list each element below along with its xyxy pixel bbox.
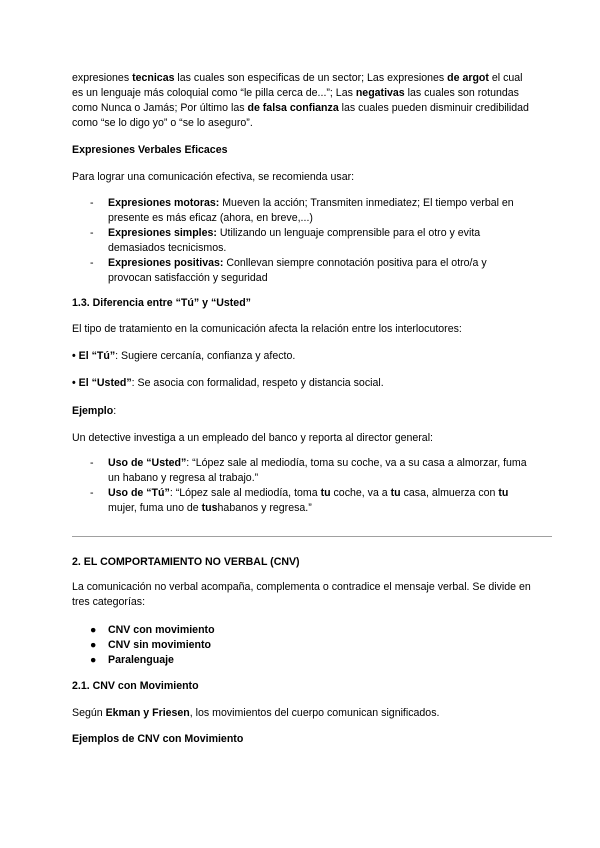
line-usted	[72, 376, 532, 391]
list-item	[72, 486, 532, 516]
text-run: : “López sale al mediodía, toma su coche, va a su casa a almorzar, fuma un habano y regresa al trabajo.”	[108, 457, 527, 484]
text-run: mujer, fuma uno de	[108, 502, 202, 514]
text-run: Conllevan siempre connotación positiva para el otro/a y provocan satisfacción y seguridad	[108, 257, 487, 284]
cnv-list	[72, 623, 532, 668]
bold-run: Ejemplo	[72, 405, 114, 417]
text-run: : “López sale al mediodía, toma	[169, 487, 321, 499]
dash-marker: -	[90, 227, 94, 239]
list-item	[72, 456, 532, 486]
bullet-marker: ●	[90, 639, 97, 651]
text-run: : Sugiere cercanía, confianza y afecto.	[115, 350, 296, 362]
line-tu	[72, 349, 532, 364]
bold-run: • El “Tú”	[72, 350, 116, 362]
list-item	[72, 196, 532, 226]
heading-ejemplos-cnv: Ejemplos de CNV con Movimiento	[72, 733, 244, 745]
bold-run: Expresiones motoras:	[108, 197, 220, 209]
bold-run: Expresiones simples:	[108, 227, 217, 239]
ejemplo-list	[72, 456, 532, 516]
bullet-marker: ●	[90, 654, 97, 666]
bold-run: tu	[320, 487, 331, 499]
dash-marker: -	[90, 457, 94, 469]
paragraph-detective: Un detective investiga a un empleado del banco y reporta al director general:	[72, 432, 433, 444]
paragraph-tratamiento: El tipo de tratamiento en la comunicación afecta la relación entre los interlocutores:	[72, 323, 462, 335]
text-run: habanos y regresa.”	[217, 502, 312, 514]
bold-run: de falsa confianza	[247, 102, 339, 114]
list-item	[72, 256, 532, 286]
horizontal-divider	[72, 536, 552, 537]
dash-marker: -	[90, 257, 94, 269]
text-run: las cuales son especificas de un sector; Las expresiones	[174, 72, 448, 84]
bold-run: tus	[201, 502, 218, 514]
heading-1-3: 1.3. Diferencia entre “Tú” y “Usted”	[72, 297, 251, 309]
text-run: coche, va a	[330, 487, 391, 499]
text-run: casa, almuerza con	[400, 487, 499, 499]
paragraph-expresiones	[72, 71, 532, 131]
bold-run: Ekman y Friesen	[105, 707, 190, 719]
text-run: Según	[72, 707, 106, 719]
paragraph-lograr: Para lograr una comunicación efectiva, se recomienda usar:	[72, 171, 355, 183]
label-ejemplo	[72, 404, 532, 419]
bullet-label: Paralenguaje	[108, 654, 174, 666]
bullet-marker: ●	[90, 624, 97, 636]
bold-run: Uso de “Tú”	[108, 487, 170, 499]
text-run: Utilizando un lenguaje comprensible para el otro y evita demasiados tecnicismos.	[108, 227, 481, 254]
dash-marker: -	[90, 197, 94, 209]
bold-run: • El “Usted”	[72, 377, 132, 389]
list-item	[72, 653, 532, 668]
text-run: el cual es un lenguaje más coloquial como “le pilla cerca de...”; Las	[72, 72, 523, 99]
bold-run: Expresiones positivas:	[108, 257, 224, 269]
text-run: , los movimientos del cuerpo comunican significados.	[189, 707, 440, 719]
bullet-label: CNV con movimiento	[108, 624, 215, 636]
heading-2-1: 2.1. CNV con Movimiento	[72, 680, 199, 692]
verbales-list	[72, 196, 532, 286]
paragraph-ekman	[72, 706, 532, 721]
heading-expresiones-verbales: Expresiones Verbales Eficaces	[72, 144, 228, 156]
bold-run: tu	[498, 487, 509, 499]
paragraph-cnv: La comunicación no verbal acompaña, complementa o contradice el mensaje verbal. Se divide en tres categorías:	[72, 581, 531, 608]
list-item	[72, 623, 532, 638]
bold-run: tecnicas	[132, 72, 175, 84]
bold-run: tu	[390, 487, 401, 499]
text-run: las cuales pueden disminuir credibilidad como “se lo digo yo” o “se lo aseguro”.	[72, 102, 529, 129]
bold-run: negativas	[355, 87, 405, 99]
text-run: expresiones	[72, 72, 133, 84]
bold-run: de argot	[447, 72, 489, 84]
list-item	[72, 226, 532, 256]
bold-run: Uso de “Usted”	[108, 457, 187, 469]
bullet-label: CNV sin movimiento	[108, 639, 212, 651]
text-run: :	[113, 405, 117, 417]
heading-2-cnv: 2. EL COMPORTAMIENTO NO VERBAL (CNV)	[72, 556, 300, 568]
text-run: las cuales son rotundas como Nunca o Jamás; Por último las	[72, 87, 519, 114]
list-item	[72, 638, 532, 653]
dash-marker: -	[90, 487, 94, 499]
text-run: : Se asocia con formalidad, respeto y distancia social.	[131, 377, 384, 389]
text-run: Mueven la acción; Transmiten inmediatez; El tiempo verbal en presente es más eficaz (ahora, en breve,...)	[108, 197, 514, 224]
